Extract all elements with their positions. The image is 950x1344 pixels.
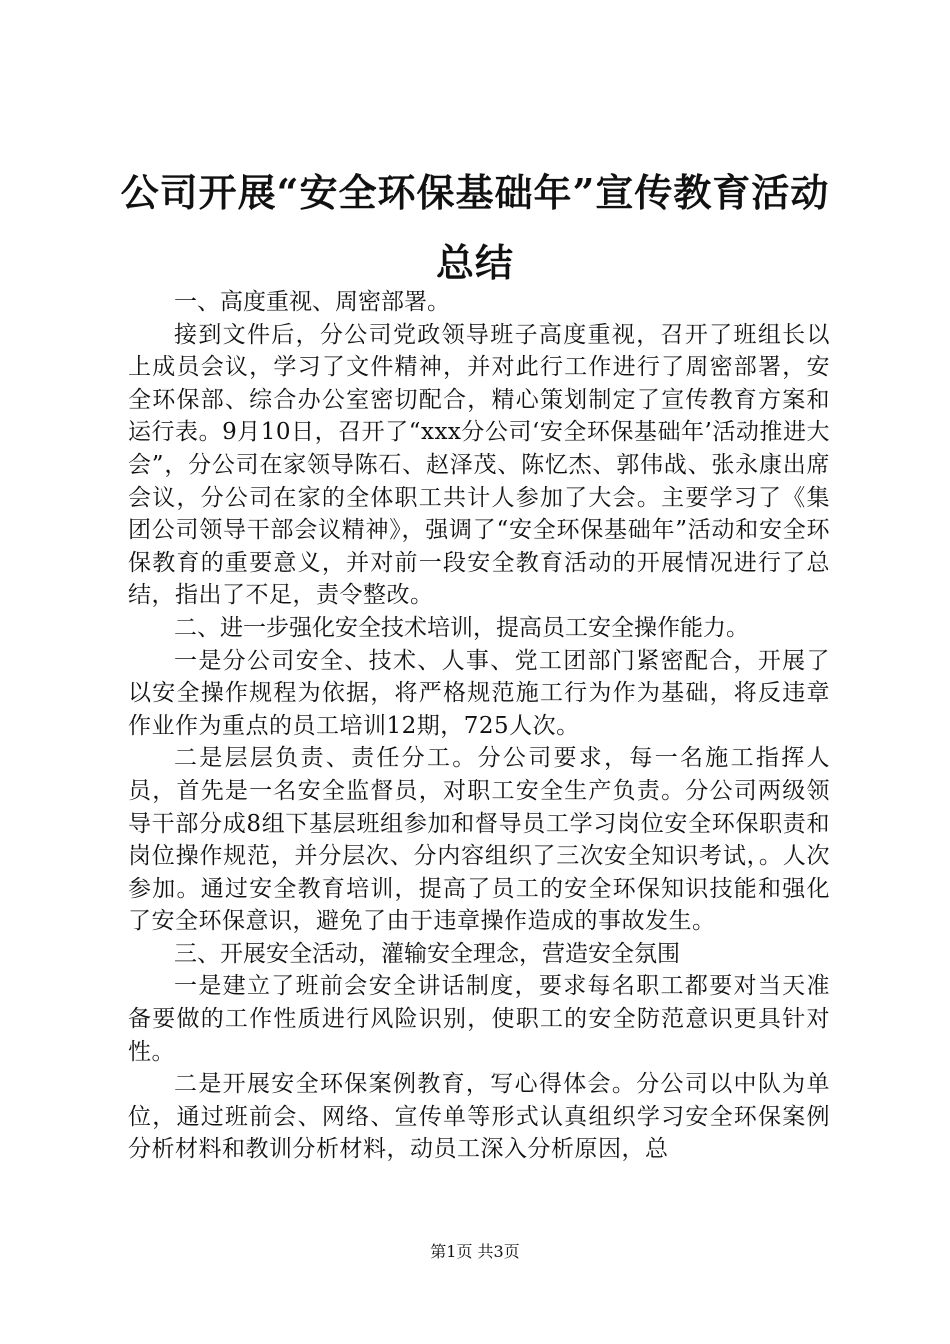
paragraph-4: 一是建立了班前会安全讲话制度，要求每名职工都要对当天准备要做的工作性质进行风险识别，使职工的安全防范意识更具针对性。	[128, 973, 830, 1065]
page-number-footer: 第1页 共3页	[430, 1242, 520, 1261]
section-heading-2: 二、进一步强化安全技术培训，提高员工安全操作能力。	[174, 614, 749, 641]
paragraph-3: 二是层层负责、责任分工。分公司要求，每一名施工指挥人员，首先是一名安全监督员，对职工安全生产负责。分公司两级领导干部分成8组下基层班组参加和督导员工学习岗位安全环保职责和岗位操作规范，并分层次、分内容组织了三次安全知识考试，。人次参加。通过安全教育培训，提高了员工的安全环保知识技能和强化了安全环保意识，避免了由于违章操作造成的事故发生。	[128, 745, 830, 935]
section-heading-3: 三、开展安全活动，灌输安全理念，营造安全氛围	[174, 940, 680, 967]
paragraph-1: 接到文件后，分公司党政领导班子高度重视，召开了班组长以上成员会议，学习了文件精神，并对此行工作进行了周密部署，安全环保部、综合办公室密切配合，精心策划制定了宣传教育方案和运行表。9月10日，召开了“xxx分公司‘安全环保基础年’活动推进大会”，分公司在家领导陈石、赵泽茂、陈忆杰、郭伟战、张永康出席会议，分公司在家的全体职工共计人参加了大会。主要学习了《集团公司领导干部会议精神》，强调了“安全环保基础年”活动和安全环保教育的重要意义，并对前一段安全教育活动的开展情况进行了总结，指出了不足，责令整改。	[128, 321, 830, 609]
document-title: 公司开展“安全环保基础年”宣传教育活动总结	[120, 170, 830, 285]
paragraph-2: 一是分公司安全、技术、人事、党工团部门紧密配合，开展了以安全操作规程为依据，将严格规范施工行为作为基础，将反违章作业作为重点的员工培训12期，725人次。	[128, 647, 830, 739]
paragraph-5: 二是开展安全环保案例教育，写心得体会。分公司以中队为单位，通过班前会、网络、宣传单等形式认真组织学习安全环保案例分析材料和教训分析材料，动员工深入分析原因，总	[128, 1071, 830, 1163]
document-body	[128, 286, 830, 1166]
section-heading-1: 一、高度重视、周密部署。	[174, 289, 450, 315]
